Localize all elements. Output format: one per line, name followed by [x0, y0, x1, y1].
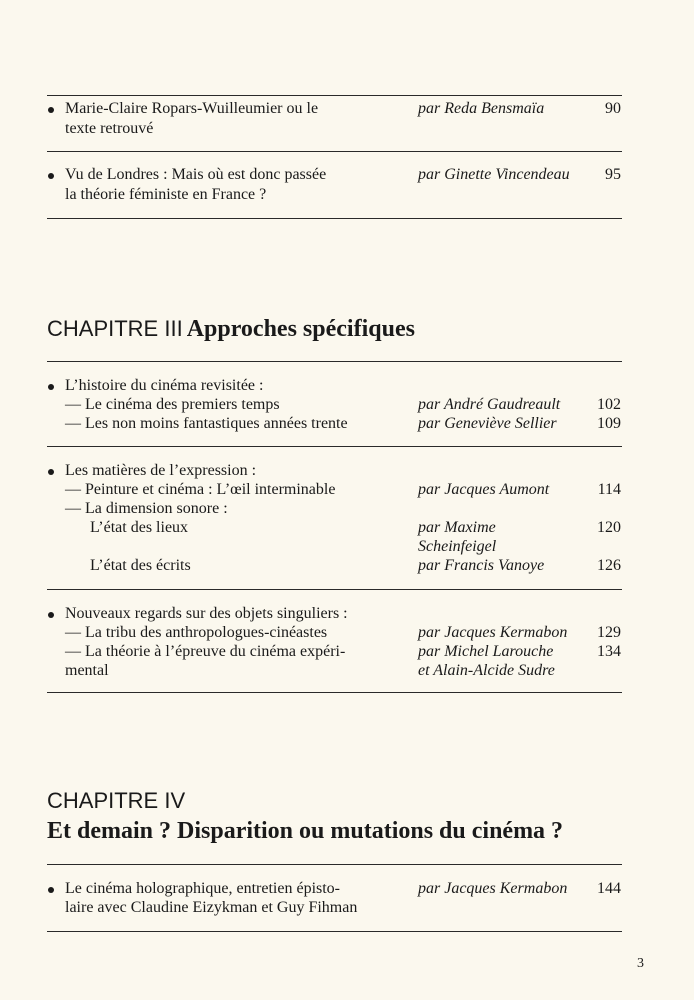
bullet-icon [48, 887, 54, 893]
divider [47, 446, 622, 447]
entry-title-line: — La théorie à l’épreuve du cinéma expéri- [65, 643, 346, 660]
divider [47, 864, 622, 865]
entry-page-number: 129 [597, 624, 621, 641]
page-number: 3 [637, 956, 644, 971]
entry-page-number: 114 [597, 481, 621, 498]
entry-author: et Alain-Alcide Sudre [418, 662, 555, 679]
entry-title-line: L’état des lieux [90, 519, 189, 536]
bullet-icon [48, 173, 54, 179]
entry-title-line: laire avec Claudine Eizykman et Guy Fihman [65, 899, 358, 916]
entry-page-number: 90 [605, 100, 621, 117]
entry-title-line: L’état des écrits [90, 557, 191, 574]
chapter-title: Approches spécifiques [186, 316, 415, 342]
entry-author: par Ginette Vincendeau [418, 166, 570, 183]
group-heading: L’histoire du cinéma revisitée : [65, 377, 264, 394]
bullet-icon [48, 612, 54, 618]
group-heading: Les matières de l’expression : [65, 462, 257, 479]
divider [47, 589, 622, 590]
entry-page-number: 109 [597, 415, 621, 432]
entry-author: par Geneviève Sellier [418, 415, 557, 432]
chapter-label: CHAPITRE IV [47, 788, 186, 813]
chapter-title: Et demain ? Disparition ou mutations du cinéma ? [47, 818, 564, 844]
entry-title-line: — La tribu des anthropologues-cinéastes [65, 624, 328, 641]
bullet-icon [48, 384, 54, 390]
chapter-label: CHAPITRE III [47, 316, 183, 341]
divider [47, 931, 622, 932]
entry-title-line: — Peinture et cinéma : L’œil interminable [65, 481, 336, 498]
entry-author: par Jacques Aumont [418, 481, 550, 498]
entry-title-line: — Le cinéma des premiers temps [65, 396, 280, 413]
entry-author: Scheinfeigel [418, 538, 497, 555]
bullet-icon [48, 469, 54, 475]
divider [47, 151, 622, 152]
entry-title-line: Vu de Londres : Mais où est donc passée [65, 166, 327, 183]
entry-title-line: Le cinéma holographique, entretien épisto- [65, 880, 341, 897]
chapter-heading [47, 314, 415, 347]
bullet-icon [48, 107, 54, 113]
entry-author: par Francis Vanoye [418, 557, 545, 574]
divider [47, 692, 622, 693]
entry-author: par Reda Bensmaïa [418, 100, 545, 117]
divider [47, 361, 622, 362]
entry-title-line: — La dimension sonore : [65, 500, 228, 517]
entry-author: par André Gaudreault [418, 396, 561, 413]
group-heading: Nouveaux regards sur des objets singuliers : [65, 605, 348, 622]
entry-author: par Maxime [418, 519, 496, 536]
entry-author: par Jacques Kermabon [418, 624, 568, 641]
entry-page-number: 95 [605, 166, 621, 183]
divider [47, 95, 622, 96]
entry-title-line: — Les non moins fantastiques années trente [65, 415, 348, 432]
entry-page-number: 120 [597, 519, 621, 536]
entry-page-number: 126 [597, 557, 621, 574]
divider [47, 218, 622, 219]
entry-page-number: 144 [597, 880, 621, 897]
entry-title-line: la théorie féministe en France ? [65, 186, 267, 203]
entry-title-line: Marie-Claire Ropars-Wuilleumier ou le [65, 100, 319, 117]
entry-title-line: mental [65, 662, 109, 679]
entry-author: par Michel Larouche [418, 643, 554, 660]
entry-page-number: 102 [597, 396, 621, 413]
entry-page-number: 134 [597, 643, 621, 660]
entry-author: par Jacques Kermabon [418, 880, 568, 897]
entry-title-line: texte retrouvé [65, 120, 154, 137]
